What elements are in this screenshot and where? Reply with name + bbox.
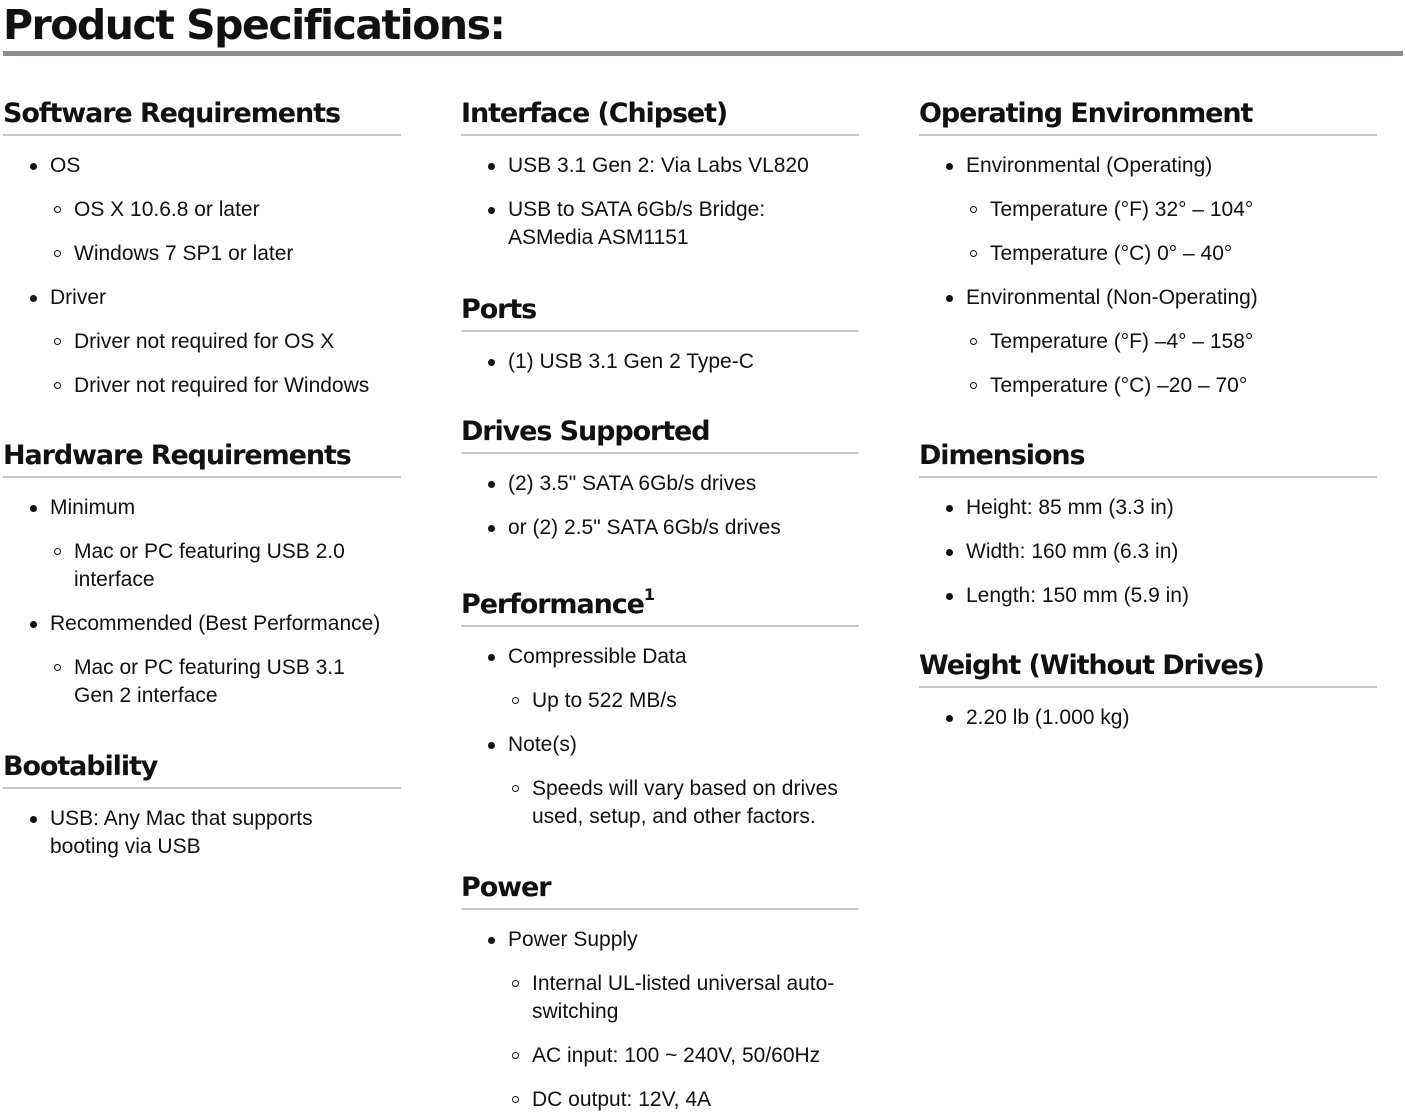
title-divider [3, 51, 1403, 56]
list-subitem: DC output: 12V, 4A [461, 1086, 859, 1114]
section-heading [461, 580, 859, 627]
spec-list [461, 470, 859, 542]
list-subitem: Driver not required for OS X [3, 328, 401, 356]
list-subitem: Up to 522 MB/s [461, 687, 859, 715]
section-heading: Hardware Requirements [3, 438, 401, 478]
list-item: (1) USB 3.1 Gen 2 Type-C [461, 348, 859, 376]
list-subitem: Mac or PC featuring USB 2.0 interface [3, 538, 401, 594]
section-heading: Interface (Chipset) [461, 96, 859, 136]
list-item: Minimum [3, 494, 401, 522]
list-item: OS [3, 152, 401, 180]
list-subitem: Internal UL-listed universal auto-switching [461, 970, 859, 1026]
spec-list [919, 494, 1377, 610]
section-software-requirements [3, 96, 401, 400]
list-subitem: Windows 7 SP1 or later [3, 240, 401, 268]
list-item: Length: 150 mm (5.9 in) [919, 582, 1377, 610]
list-item: Width: 160 mm (6.3 in) [919, 538, 1377, 566]
list-item: or (2) 2.5" SATA 6Gb/s drives [461, 514, 859, 542]
list-item: Compressible Data [461, 643, 859, 671]
section-dimensions [919, 438, 1377, 610]
section-heading: Drives Supported [461, 414, 859, 454]
spec-list [3, 805, 401, 861]
spec-list [919, 152, 1377, 400]
list-subitem: Temperature (°C) 0° – 40° [919, 240, 1377, 268]
spec-list [3, 494, 401, 710]
list-subitem: OS X 10.6.8 or later [3, 196, 401, 224]
spec-column-1 [3, 96, 401, 861]
list-item: USB to SATA 6Gb/s Bridge: ASMedia ASM1151 [461, 196, 859, 252]
list-item: Environmental (Non-Operating) [919, 284, 1377, 312]
spec-list [919, 704, 1377, 732]
section-operating-environment [919, 96, 1377, 400]
spec-list [461, 643, 859, 831]
list-subitem: Mac or PC featuring USB 3.1 Gen 2 interface [3, 654, 401, 710]
list-item: Note(s) [461, 731, 859, 759]
section-heading: Weight (Without Drives) [919, 648, 1377, 688]
section-performance [461, 580, 859, 831]
spec-list [461, 152, 859, 252]
spec-list [3, 152, 401, 400]
list-item: Driver [3, 284, 401, 312]
section-power [461, 870, 859, 1114]
list-item: Power Supply [461, 926, 859, 954]
list-subitem: Speeds will vary based on drives used, setup, and other factors. [461, 775, 859, 831]
section-bootability [3, 749, 401, 861]
list-item: 2.20 lb (1.000 kg) [919, 704, 1377, 732]
section-hardware-requirements [3, 438, 401, 710]
list-subitem: Temperature (°F) 32° – 104° [919, 196, 1377, 224]
list-subitem: AC input: 100 ~ 240V, 50/60Hz [461, 1042, 859, 1070]
section-heading-text: Performance [461, 589, 644, 620]
section-heading: Software Requirements [3, 96, 401, 136]
list-subitem: Temperature (°C) –20 – 70° [919, 372, 1377, 400]
list-item: USB 3.1 Gen 2: Via Labs VL820 [461, 152, 859, 180]
section-ports [461, 292, 859, 376]
list-item: (2) 3.5" SATA 6Gb/s drives [461, 470, 859, 498]
list-item: USB: Any Mac that supports booting via USB [3, 805, 401, 861]
list-item: Environmental (Operating) [919, 152, 1377, 180]
section-drives-supported [461, 414, 859, 542]
section-heading: Operating Environment [919, 96, 1377, 136]
section-weight [919, 648, 1377, 732]
spec-column-2 [461, 96, 859, 1114]
spec-list [461, 926, 859, 1114]
section-interface-chipset [461, 96, 859, 252]
section-heading: Dimensions [919, 438, 1377, 478]
list-item: Recommended (Best Performance) [3, 610, 401, 638]
list-subitem: Driver not required for Windows [3, 372, 401, 400]
spec-column-3 [919, 96, 1377, 732]
list-item: Height: 85 mm (3.3 in) [919, 494, 1377, 522]
list-subitem: Temperature (°F) –4° – 158° [919, 328, 1377, 356]
section-heading: Bootability [3, 749, 401, 789]
section-heading: Power [461, 870, 859, 910]
spec-list [461, 348, 859, 376]
page-title: Product Specifications: [3, 1, 505, 49]
footnote-marker: 1 [643, 585, 655, 604]
section-heading: Ports [461, 292, 859, 332]
